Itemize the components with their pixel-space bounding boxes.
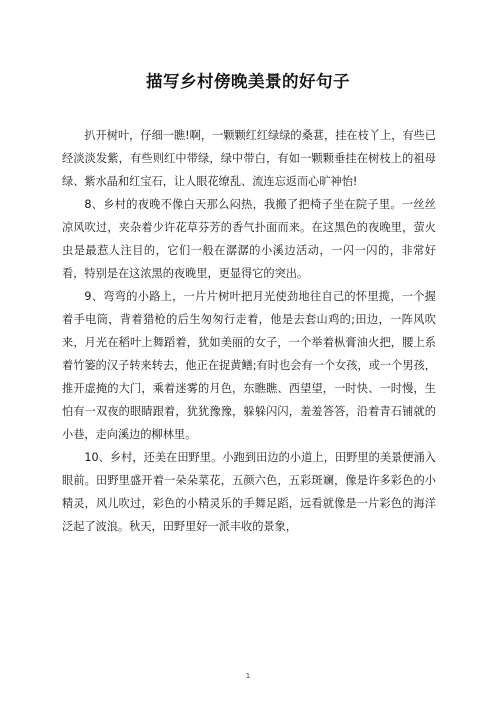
page-number: 1 [245,672,251,680]
paragraph: 10、乡村，还美在田野里。小跑到田边的小道上，田野里的美景便涌入眼前。田野里盛开着一朵朵菜花，五颜六色，五彩斑斓，像是许多彩色的小精灵，风儿吹过，彩色的小精灵乐的手舞足蹈，远看就像是一片彩色的海洋泛起了波浪。秋天，田野里好一派丰收的景象， [62,451,436,533]
paragraph: 8、乡村的夜晚不像白天那么闷热，我搬了把椅子坐在院子里。一丝丝凉风吹过，夹杂着少许花草芬芳的香气扑面而来。在这黑色的夜晚里，萤火虫是最惹人注目的，它们一般在潺潺的小溪边活动，一闪一闪的，非常好看，特别是在这浓黑的夜晚里，更显得它的突出。 [62,198,436,280]
paragraph: 扒开树叶，仔细一瞧!啊，一颗颗红红绿绿的桑葚，挂在枝丫上，有些已经淡淡发紫，有些则红中带绿，绿中带白，有如一颗颗垂挂在树枝上的祖母绿、紫水晶和红宝石，让人眼花缭乱、流连忘返而心旷神怡! [62,129,436,188]
paragraph: 9、弯弯的小路上，一片片树叶把月光使劲地往自己的怀里揽，一个握着手电筒，背着猎枪的后生匆匆行走着，他是去套山鸡的;田边，一阵风吹来，月光在稻叶上舞蹈着，犹如美丽的女子，一个举着枞膏油火把，腰上系着竹篓的汉子转来转去，他正在捉黄鳝;有时也会有一个女孩，或一个男孩，推开虚掩的大门，乘着迷雾的月色，东瞧瞧、西望望，一时快、一时慢，生怕有一双夜的眼睛跟着，犹犹豫豫，躲躲闪闪，羞羞答答，沿着青石铺就的小巷，走向溪边的柳林里。 [62,290,436,441]
document-body [62,124,436,538]
document-title: 描写乡村傍晚美景的好句子 [146,72,350,91]
